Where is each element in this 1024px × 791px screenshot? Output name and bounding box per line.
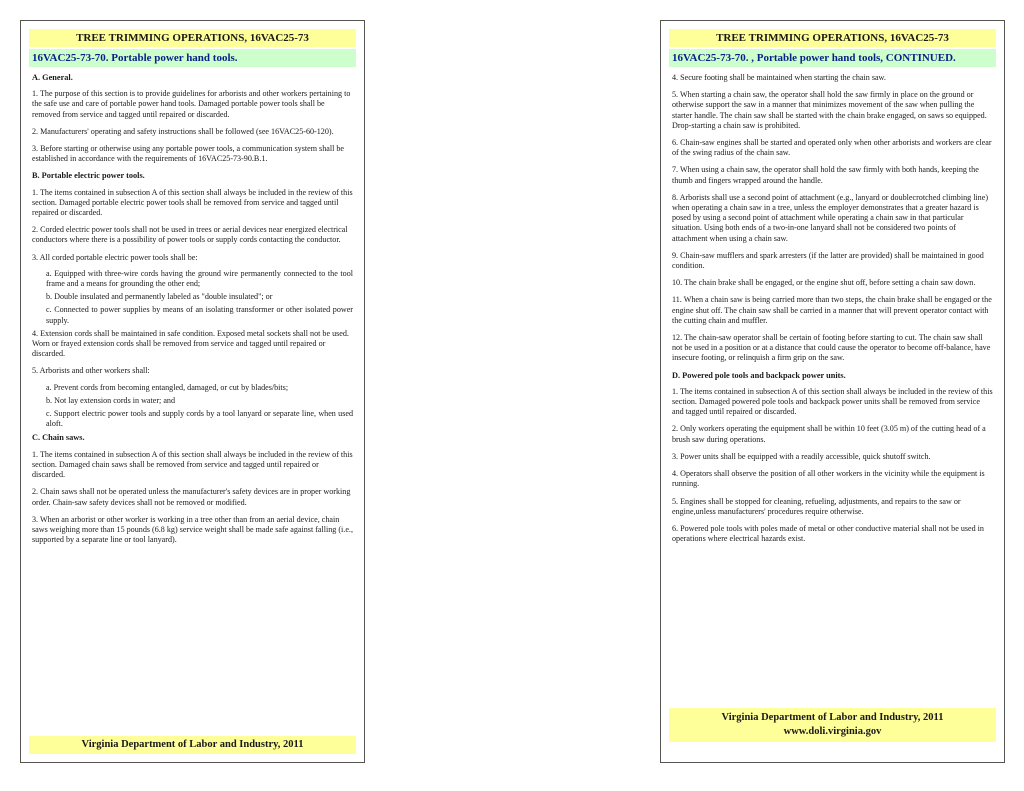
paragraph-b3b: b. Double insulated and permanently labeled as "double insulated"; or: [46, 292, 273, 302]
heading-c-chain-saws: C. Chain saws.: [32, 433, 85, 443]
heading-a-general: A. General.: [32, 73, 73, 82]
paragraph-b3c: c. Connected to power supplies by means of an isolating transformer or other isolated power supply.: [46, 305, 353, 325]
paragraph-c5: 5. When starting a chain saw, the operator shall hold the saw firmly in place on the ground or otherwise support the saw in a manner that minimizes movement of the saw when pulling the starter handle. The chain saw shall be started with the chain brake engaged, on saws so equipped. Drop-starting a chain saw is prohibited.: [672, 90, 987, 130]
heading-b-electric-tools: B. Portable electric power tools.: [32, 171, 145, 181]
paragraph-c7: 7. When using a chain saw, the operator shall hold the saw firmly with both hands, keeping the thumb and fingers wrapped around the handle.: [672, 165, 979, 185]
paragraph-c6: 6. Chain-saw engines shall be started and operated only when other arborists and workers are clear of the swing radius of the chain saw.: [672, 138, 992, 158]
paragraph-c3: 3. When an arborist or other worker is working in a tree other than from an aerial device, chain saws weighing more than 15 pounds (6.8 kg) service weight shall be made safe against falling (i.e., supported by a separate line or tool lanyard).: [32, 514, 353, 545]
right-section-title: 16VAC25-73-70. , Portable power hand tools, CONTINUED.: [669, 49, 996, 67]
left-footer-banner: Virginia Department of Labor and Industry, 2011: [29, 736, 356, 754]
right-footer-banner: [669, 708, 996, 742]
footer-org-line: Virginia Department of Labor and Industry, 2011: [721, 712, 944, 723]
paragraph-b4: 4. Extension cords shall be maintained in safe condition. Exposed metal sockets shall not be used. Worn or frayed extension cords shall be removed from service and tagged until repaired or discarded.: [32, 328, 349, 359]
right-footer: [669, 708, 996, 742]
paragraph-d1: 1. The items contained in subsection A of this section shall always be included in the review of this section. Damaged powered pole tools and backpack power units shall be removed from service and tagged until repaired or discarded.: [672, 386, 993, 417]
left-page-content: [29, 29, 356, 754]
paragraph-b5a: a. Prevent cords from becoming entangled, damaged, or cut by blades/bits;: [46, 382, 289, 392]
paragraph-c11: 11. When a chain saw is being carried more than two steps, the chain brake shall be engaged or the engine shut off. The chain saw shall be carried in a manner that will prevent operator contact with the cutting chain and muffler.: [672, 295, 992, 325]
footer-website-link[interactable]: www.doli.virginia.gov: [783, 726, 882, 737]
paragraph-b5c: c. Support electric power tools and supply cords by a tool lanyard or separate line, when used aloft.: [46, 409, 353, 429]
right-header-banner: TREE TRIMMING OPERATIONS, 16VAC25-73: [669, 29, 996, 47]
paragraph-b3: 3. All corded portable electric power tools shall be:: [32, 252, 198, 262]
paragraph-c10: 10. The chain brake shall be engaged, or the engine shut off, before setting a chain saw down.: [672, 278, 976, 288]
paragraph-c2: 2. Chain saws shall not be operated unless the manufacturer's safety devices are in proper working order. Chain-saw safety devices shall not be removed or modified.: [32, 487, 351, 507]
paragraph-c12: 12. The chain-saw operator shall be certain of footing before starting to cut. The chain saw shall not be used in a position or at a distance that could cause the operator to become off-balance, have insecure footing, or relinquish a firm grip on the saw.: [672, 333, 991, 363]
paragraph-c9: 9. Chain-saw mufflers and spark arresters (if the latter are provided) shall be maintained in good condition.: [672, 250, 984, 271]
paragraph-c8: 8. Arborists shall use a second point of attachment (e.g., lanyard or doublecrotched climbing line) when operating a chain saw in a tree, unless the employer demonstrates that a greater hazard is posed by using a second point of attachment while operating a chain saw in that particular situation. Using both ends of a two-in-one lanyard shall not be considered two points of attachment when using a chain saw.: [672, 192, 989, 243]
paragraph-c1: 1. The items contained in subsection A of this section shall always be included in the review of this section. Damaged chain saws shall be removed from service and tagged until repaired or discarded.: [32, 449, 353, 480]
paragraph-b5: 5. Arborists and other workers shall:: [32, 366, 150, 376]
paragraph-c4: 4. Secure footing shall be maintained when starting the chain saw.: [672, 73, 886, 82]
paragraph-b3a: a. Equipped with three-wire cords having the ground wire permanently connected to the tool frame and a means for grounding the other end;: [46, 268, 353, 289]
right-page-content: [669, 29, 996, 754]
paragraph-d2: 2. Only workers operating the equipment shall be within 10 feet (3.05 m) of the cutting head of a brush saw during operations.: [672, 424, 986, 444]
left-section-title: 16VAC25-73-70. Portable power hand tools.: [29, 49, 356, 67]
right-body: [669, 73, 996, 544]
paragraph-d4: 4. Operators shall observe the position of all other workers in the vicinity while the equipment is running.: [672, 469, 985, 489]
right-page: [660, 20, 1005, 763]
paragraph-b1: 1. The items contained in subsection A of this section shall always be included in the review of this section. Damaged portable electric power tools shall be removed from service and tagged until repaired or discarded.: [32, 187, 353, 218]
heading-d-powered-pole-tools: D. Powered pole tools and backpack power units.: [672, 370, 846, 380]
left-body: [29, 73, 356, 545]
paragraph-d6: 6. Powered pole tools with poles made of metal or other conductive material shall not be used in operations where electrical hazards exist.: [672, 523, 984, 544]
paragraph-a2: 2. Manufacturers' operating and safety instructions shall be followed (see 16VAC25-60-120).: [32, 126, 334, 136]
paragraph-b2: 2. Corded electric power tools shall not be used in trees or aerial devices near energized electrical conductors where there is a possibility of power tools or supply cords contacting the conductor.: [32, 225, 348, 245]
left-header-banner: TREE TRIMMING OPERATIONS, 16VAC25-73: [29, 29, 356, 47]
left-page: [20, 20, 365, 763]
left-footer: [29, 736, 356, 754]
paragraph-a1: 1. The purpose of this section is to provide guidelines for arborists and other workers pertaining to the safe use and care of portable power hand tools. Damaged portable power tools shall be removed from service and tagged until repaired or discarded.: [32, 89, 351, 119]
paragraph-d3: 3. Power units shall be equipped with a readily accessible, quick shutoff switch.: [672, 451, 931, 461]
paragraph-d5: 5. Engines shall be stopped for cleaning, refueling, adjustments, and repairs to the saw or engine,unless manufacturers' procedures require otherwise.: [672, 496, 961, 516]
paragraph-b5b: b. Not lay extension cords in water; and: [46, 395, 176, 405]
paragraph-a3: 3. Before starting or otherwise using any portable power tools, a communication system shall be established in accordance with the requirements of 16VAC25-73-90.B.1.: [32, 144, 344, 164]
